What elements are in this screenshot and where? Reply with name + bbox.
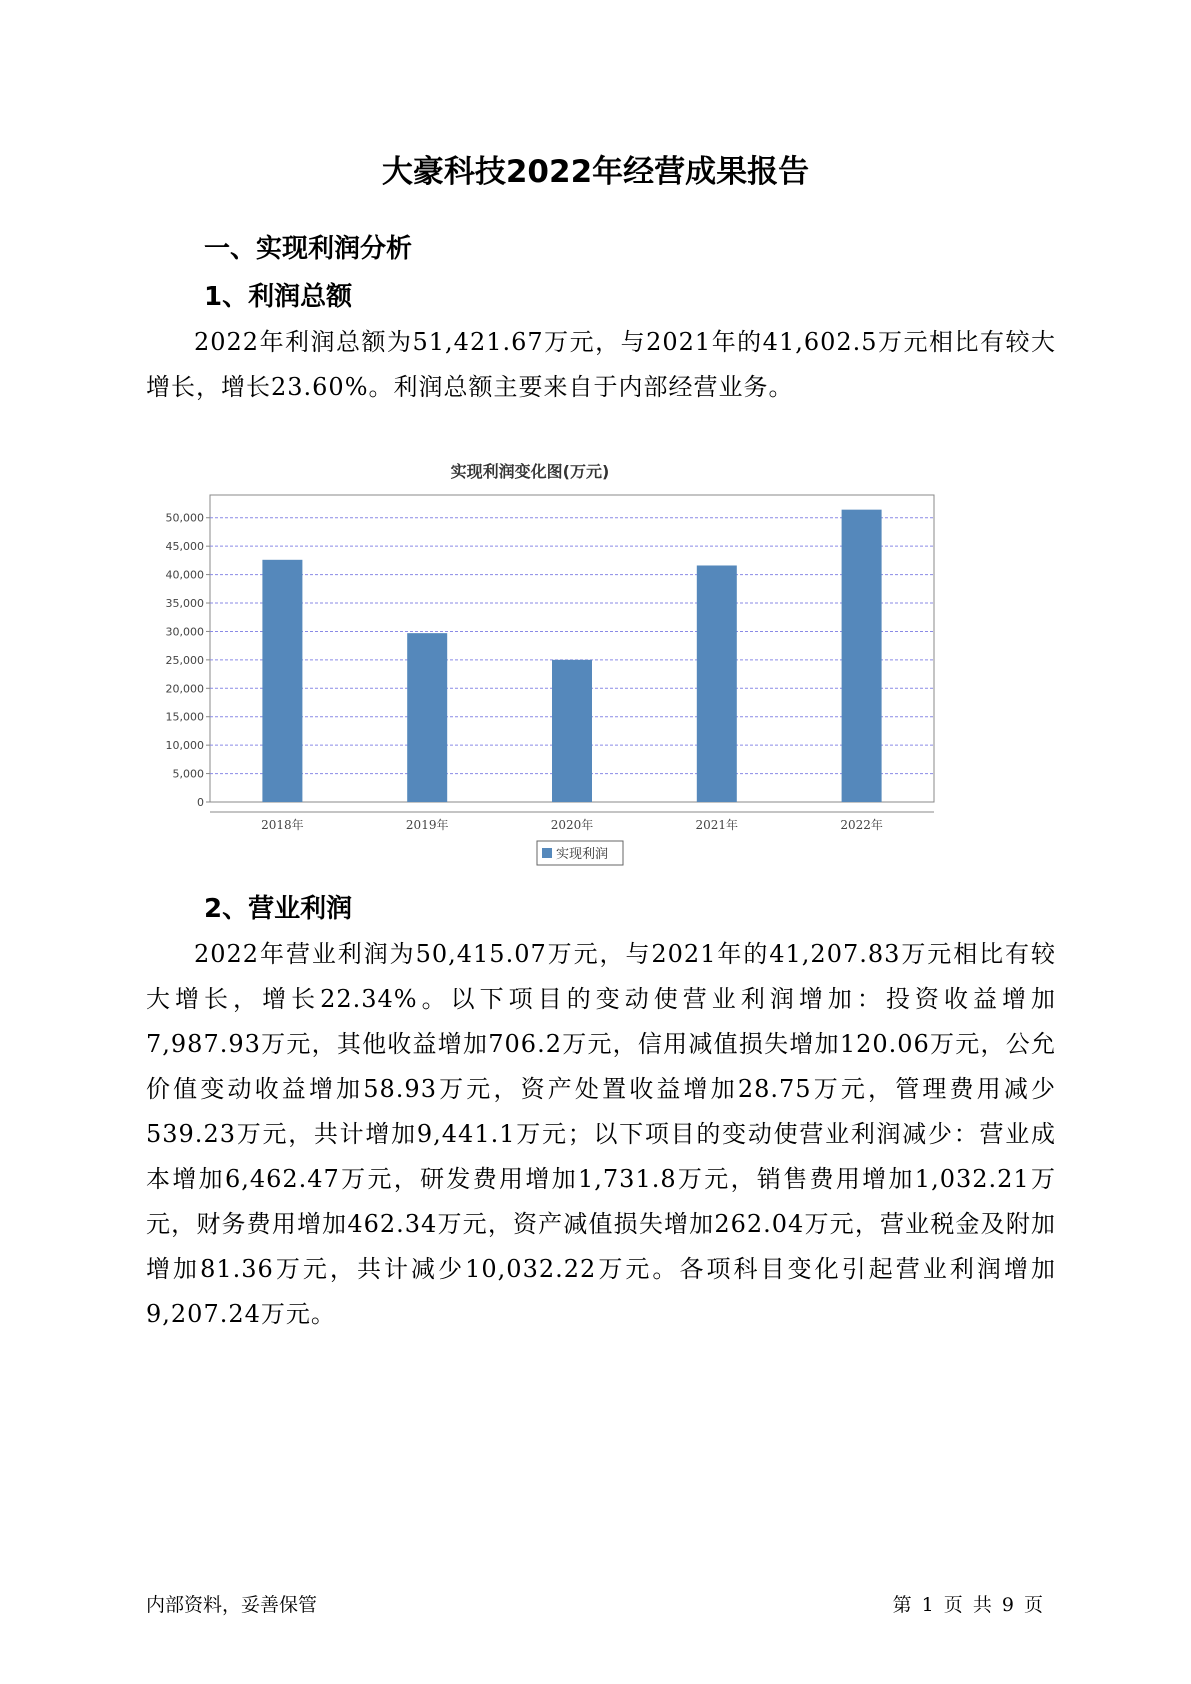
y-tick-label: 5,000 [172, 767, 204, 781]
bar [407, 633, 447, 802]
y-tick-label: 20,000 [165, 682, 204, 696]
y-tick-label: 25,000 [165, 653, 204, 667]
y-tick-label: 50,000 [165, 511, 204, 525]
x-tick-label: 2018年 [261, 818, 304, 832]
legend-label: 实现利润 [556, 847, 609, 862]
y-tick-label: 30,000 [165, 625, 204, 639]
profit-chart [150, 455, 1030, 915]
profit-bar-chart [150, 455, 1030, 915]
bar [262, 560, 302, 802]
y-tick-label: 15,000 [165, 710, 204, 724]
footer-confidential-note: 内部资料，妥善保管 [146, 1594, 318, 1616]
total-profit-paragraph: 2022年利润总额为51,421.67万元，与2021年的41,602.5万元相比有较大增长，增长23.60%。利润总额主要来自于内部经营业务。 [146, 328, 1056, 401]
y-tick-label: 45,000 [165, 540, 204, 554]
y-tick-label: 0 [197, 796, 204, 809]
x-tick-label: 2021年 [695, 818, 739, 832]
footer-page-number: 第 1 页 共 9 页 [892, 1594, 1043, 1616]
bar [697, 565, 737, 802]
subsection-heading-total-profit: 1、利润总额 [204, 282, 353, 312]
y-tick-label: 40,000 [165, 568, 204, 582]
chart-title: 实现利润变化图(万元) [450, 462, 610, 481]
x-tick-label: 2022年 [840, 818, 883, 832]
bar [842, 510, 882, 802]
subsection-heading-operating-profit: 2、营业利润 [204, 894, 353, 924]
x-tick-label: 2020年 [550, 818, 594, 832]
bar [552, 660, 592, 802]
y-tick-label: 10,000 [165, 739, 204, 753]
y-tick-label: 35,000 [165, 597, 204, 611]
legend-swatch [542, 848, 552, 858]
x-tick-label: 2019年 [405, 818, 449, 832]
section-heading: 一、实现利润分析 [204, 234, 413, 264]
document-title: 大豪科技2022年经营成果报告 [381, 154, 810, 190]
operating-profit-paragraph: 2022年营业利润为50,415.07万元，与2021年的41,207.83万元相比有较大增长，增长22.34%。以下项目的变动使营业利润增加：投资收益增加7,987.93万元，其他收益增加706.2万元，信用减值损失增加120.06万元，公允价值变动收益增加58.93万元，资产处置收益增加28.75万元，管理费用减少539.23万元，共计增加9,441.1万元；以下项目的变动使营业利润减少：营业成本增加6,462.47万元，研发费用增加1,731.8万元，销售费用增加1,032.21万元，财务费用增加462.34万元，资产减值损失增加262.04万元，营业税金及附加增加81.36万元，共计减少10,032.22万元。各项科目变化引起营业利润增加9,207.24万元。 [146, 940, 1056, 1328]
